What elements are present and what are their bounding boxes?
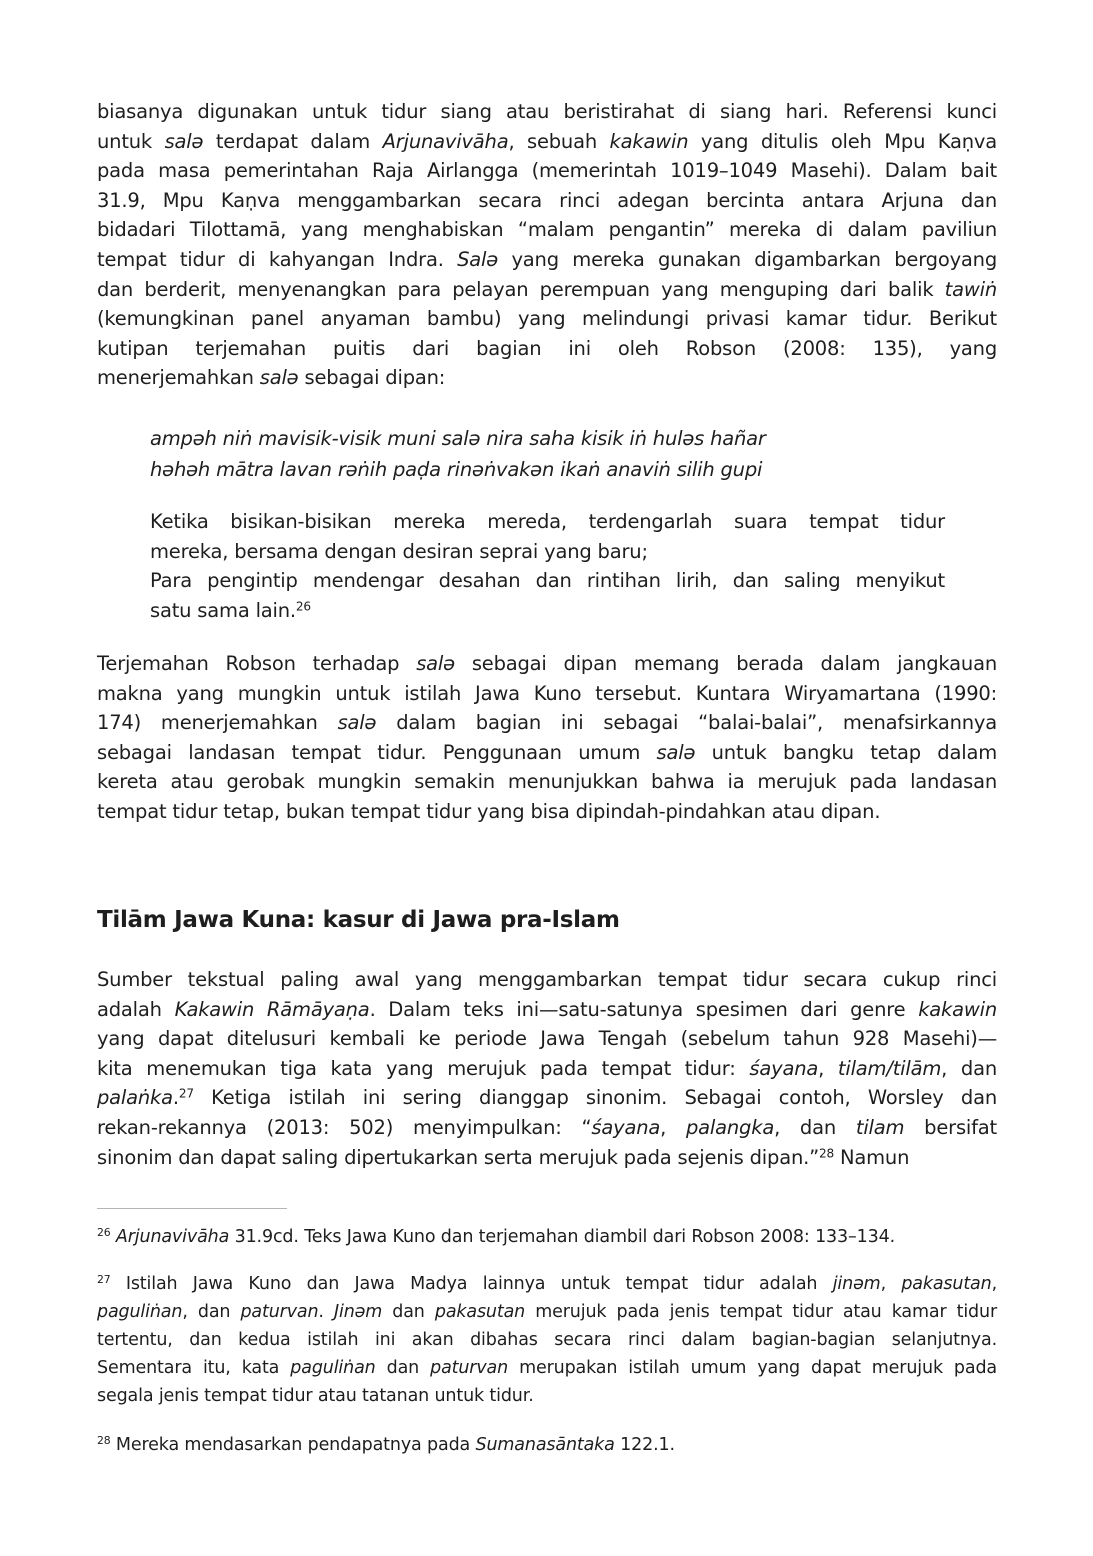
footnote-text: Mereka mendasarkan pendapatnya pada Sumanasāntaka 122.1. (115, 1435, 675, 1455)
text-line: dan berderit, menyenangkan para pelayan perempuan yang menguping dari balik tawiṅ (97, 277, 997, 301)
footnote-number: 28 (97, 1434, 111, 1448)
italic-term: paturvan (240, 1302, 319, 1322)
text-line: segala jenis tempat tidur atau tatanan untuk tidur. (97, 1386, 534, 1406)
quote-original-line-1: ampəh niṅ mavisik-visik muni salə nira saha kisik iṅ huləs hañar (150, 427, 766, 450)
footnote-27 (97, 1270, 997, 1410)
text-line: rekan-rekannya (2013: 502) menyimpulkan: “śayana, palangka, dan tilam bersifat (97, 1115, 997, 1139)
italic-term: salə (164, 129, 204, 153)
footnote-26 (97, 1223, 997, 1251)
translation-line: Para pengintip mendengar desahan dan rintihan lirih, dan saling menyikut (150, 569, 945, 593)
italic-term: salə (656, 740, 696, 764)
italic-term: tilam/tilām (837, 1056, 942, 1080)
italic-term: paturvan (430, 1358, 509, 1378)
text-line: $^{27}$ Istilah Jawa Kuno dan Jawa Madya lainnya untuk tempat tidur adalah jinəm, pakasutan, (97, 1273, 997, 1294)
footnote-text: Arjunavivāha 31.9cd. Teks Jawa Kuno dan terjemahan diambil dari Robson 2008: 133–134. (115, 1227, 895, 1247)
italic-term: palangka (686, 1115, 775, 1139)
text-line: Sumber tekstual paling awal yang menggambarkan tempat tidur secara cukup rinci (97, 968, 997, 991)
text-line: 174) menerjemahkan salə dalam bagian ini sebagai “balai-balai”, menafsirkannya (97, 711, 997, 735)
translation-line: mereka, bersama dengan desiran seprai yang baru; (150, 539, 648, 563)
translation-line: Ketika bisikan-bisikan mereka mereda, terdengarlah suara tempat tidur (150, 510, 945, 533)
text-line: sinonim dan dapat saling dipertukarkan serta merujuk pada sejenis dipan.”$^{28}$ Namun (97, 1145, 910, 1169)
text-line: tertentu, dan kedua istilah ini akan dibahas secara rinci dalam bagian-bagian selanjutnya. (97, 1330, 997, 1350)
paragraph-1 (97, 97, 997, 393)
italic-term: Kakawin Rāmāyaṇa (174, 997, 370, 1021)
italic-term: Arjunavivāha (115, 1227, 230, 1247)
paragraph-2 (97, 649, 997, 827)
text-line: tempat tidur di kahyangan Indra. Salə yang mereka gunakan digambarkan bergoyang (97, 247, 998, 271)
italic-term: śayana (591, 1115, 661, 1139)
italic-term: śayana (749, 1056, 819, 1080)
text-line: biasanya digunakan untuk tidur siang atau beristirahat di siang hari. Referensi kunci (97, 100, 997, 123)
quote-translation (150, 507, 945, 625)
italic-term: palaṅka (97, 1086, 173, 1110)
text-line: tempat tidur tetap, bukan tempat tidur yang bisa dipindah-pindahkan atau dipan. (97, 799, 881, 823)
text-line: menerjemahkan salə sebagai dipan: (97, 366, 446, 390)
paragraph-3 (97, 965, 997, 1172)
italic-term: salə (416, 652, 455, 675)
text-line: untuk salə terdapat dalam Arjunavivāha, sebuah kakawin yang ditulis oleh Mpu Kaṇva (97, 129, 998, 153)
text-line: (kemungkinan panel anyaman bambu) yang melindungi privasi kamar tidur. Berikut (97, 307, 997, 331)
footnote-number: 26 (97, 1226, 111, 1240)
text-line: bidadari Tilottamā, yang menghabiskan “malam pengantin” mereka di dalam paviliun (97, 218, 997, 242)
text-line: sebagai landasan tempat tidur. Penggunaan umum salə untuk bangku tetap dalam (97, 740, 997, 764)
section-heading: Tilām Jawa Kuna: kasur di Jawa pra-Islam (97, 907, 620, 933)
footnote-divider (97, 1208, 287, 1209)
text-line: Terjemahan Robson terhadap salə sebagai dipan memang berada dalam jangkauan (97, 652, 997, 675)
footnote-ref-28[interactable]: 28 (819, 1145, 834, 1160)
italic-term: kakawin (918, 997, 997, 1021)
italic-term: paguliṅan (290, 1358, 376, 1378)
italic-term: tilam (855, 1115, 905, 1139)
italic-term: Salə (457, 247, 499, 271)
text-line: kereta atau gerobak mungkin semakin menunjukkan bahwa ia merujuk pada landasan (97, 770, 997, 794)
footnote-28 (97, 1431, 997, 1459)
italic-term: salə (259, 366, 299, 390)
translation-line: satu sama lain.$^{26}$ (150, 598, 311, 622)
italic-term: Jinəm (333, 1302, 383, 1322)
text-line: 31.9, Mpu Kaṇva menggambarkan secara rinci adegan bercinta antara Arjuna dan (97, 188, 997, 212)
text-line: palaṅka.$^{27}$ Ketiga istilah ini sering dianggap sinonim. Sebagai contoh, Worsley dan (97, 1086, 997, 1110)
footnote-number: 27 (97, 1273, 111, 1287)
footnote-ref-27[interactable]: 27 (178, 1086, 194, 1101)
text-line: pada masa pemerintahan Raja Airlangga (memerintah 1019–1049 Masehi). Dalam bait (97, 159, 997, 183)
italic-term: salə (337, 711, 377, 735)
italic-term: Sumanasāntaka (475, 1435, 615, 1455)
italic-term: jinəm (832, 1274, 881, 1294)
italic-term: kakawin (609, 129, 689, 153)
quote-original-line-2: həhəh mātra lavan rəṅih paḍa rinəṅvakən ikaṅ anaviṅ silih gupi (150, 458, 763, 481)
text-line: Sementara itu, kata paguliṅan dan paturvan merupakan istilah umum yang dapat merujuk pada (97, 1358, 997, 1378)
text-line: yang dapat ditelusuri kembali ke periode Jawa Tengah (sebelum tahun 928 Masehi)— (97, 1027, 997, 1051)
italic-term: Arjunavivāha (382, 129, 509, 153)
italic-term: pakasutan (901, 1274, 992, 1294)
text-line: adalah Kakawin Rāmāyaṇa. Dalam teks ini—satu-satunya spesimen dari genre kakawin (97, 997, 997, 1021)
italic-term: paguliṅan (97, 1302, 183, 1322)
text-line: makna yang mungkin untuk istilah Jawa Kuno tersebut. Kuntara Wiryamartana (1990: (97, 681, 997, 705)
footnote-ref-26[interactable]: 26 (295, 599, 311, 614)
text-line: paguliṅan, dan paturvan. Jinəm dan pakasutan merujuk pada jenis tempat tidur atau kamar tidur (97, 1302, 997, 1322)
italic-term: tawiṅ (944, 277, 997, 301)
text-line: kita menemukan tiga kata yang merujuk pada tempat tidur: śayana, tilam/tilām, dan (97, 1056, 997, 1080)
text-line: kutipan terjemahan puitis dari bagian ini oleh Robson (2008: 135), yang (97, 336, 997, 360)
italic-term: pakasutan (434, 1302, 526, 1322)
